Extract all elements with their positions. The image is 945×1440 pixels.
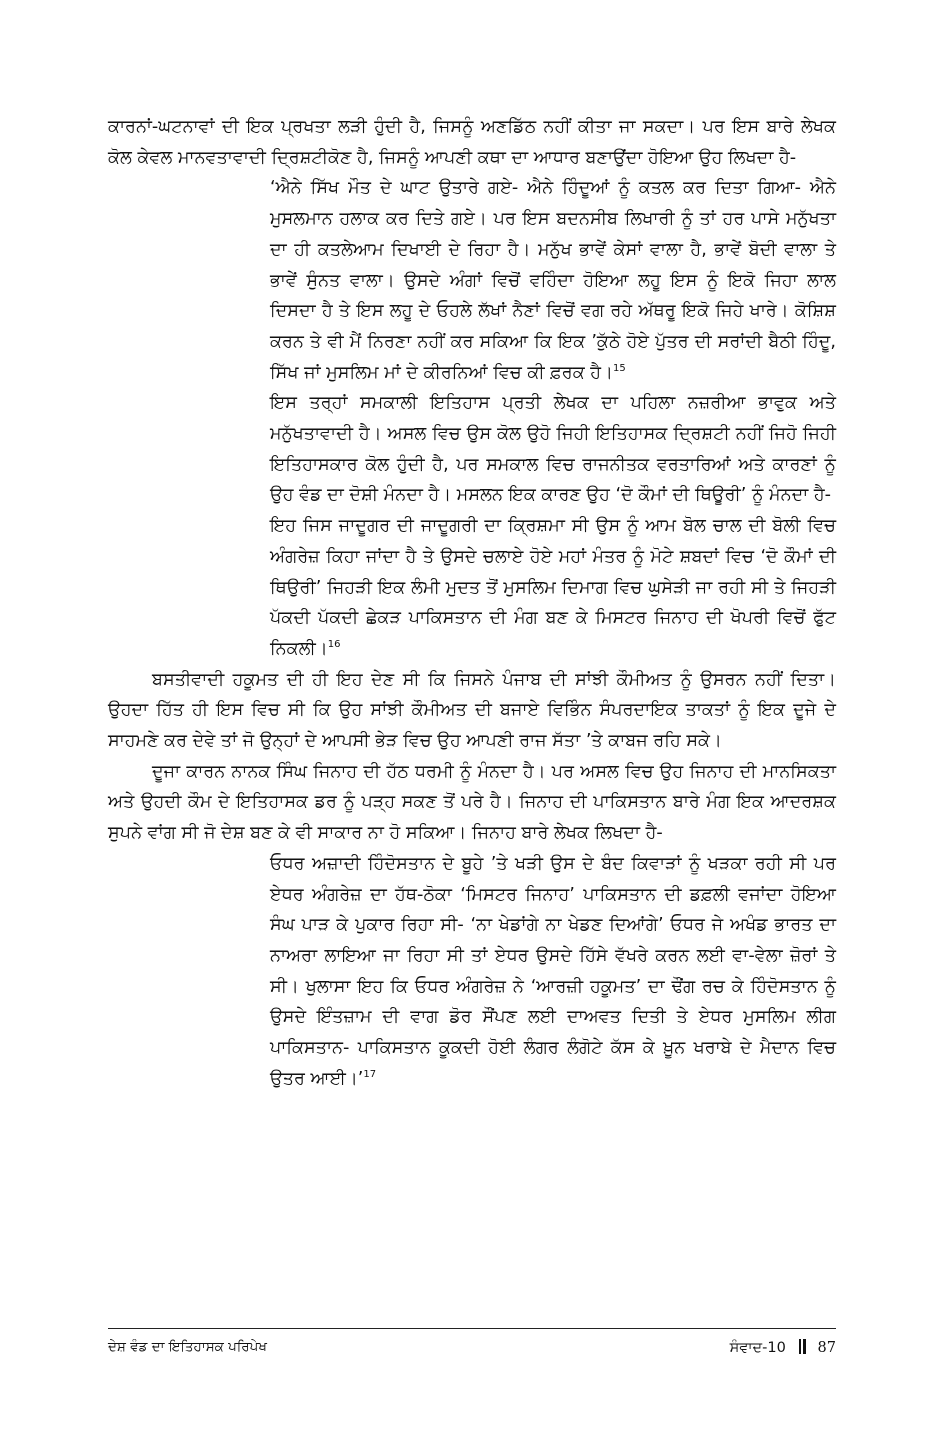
separator-bars-icon [798, 1340, 807, 1356]
quote-4-text: ਓਧਰ ਅਜ਼ਾਦੀ ਹਿੰਦੋਸਤਾਨ ਦੇ ਬੂਹੇ ’ਤੇ ਖੜੀ ਉਸ ਦੇ ਬੰਦ ਕਿਵਾੜਾਂ ਨੂੰ ਖੜਕਾ ਰਹੀ ਸੀ ਪਰ ਏਧਰ ਅੰਗਰੇਜ਼ ਦਾ ਹੱਥ-ਠੋਕਾ ‘ਮਿਸਟਰ ਜਿਨਾਹ’ ਪਾਕਿਸਤਾਨ ਦੀ ਡਫ਼ਲੀ ਵਜਾਂਦਾ ਹੋਇਆ ਸੰਘ ਪਾੜ ਕੇ ਪੁਕਾਰ ਰਿਹਾ ਸੀ- ‘ਨਾ ਖੇਡਾਂਗੇ ਨਾ ਖੇਡਣ ਦਿਆਂਗੇ’ ਓਧਰ ਜੇ ਅਖੰਡ ਭਾਰਤ ਦਾ ਨਾਅਰਾ ਲਾਇਆ ਜਾ ਰਿਹਾ ਸੀ ਤਾਂ ਏਧਰ ਉਸਦੇ ਹਿੱਸੇ ਵੱਖਰੇ ਕਰਨ ਲਈ ਵਾ-ਵੇਲਾ ਜ਼ੋਰਾਂ ਤੇ ਸੀ। ਖੁਲਾਸਾ ਇਹ ਕਿ ਓਧਰ ਅੰਗਰੇਜ਼ ਨੇ ‘ਆਰਜ਼ੀ ਹਕੂਮਤ’ ਦਾ ਢੌਂਗ ਰਚ ਕੇ ਹਿੰਦੋਸਤਾਨ ਨੂੰ ਉਸਦੇ ਇੰਤਜ਼ਾਮ ਦੀ ਵਾਗ ਡੋਰ ਸੌਂਪਣ ਲਈ ਦਾਅਵਤ ਦਿਤੀ ਤੇ ਏਧਰ ਮੁਸਲਿਮ ਲੀਗ ਪਾਕਿਸਤਾਨ- ਪਾਕਿਸਤਾਨ ਕੂਕਦੀ ਹੋਈ ਲੰਗਰ ਲੰਗੋਟੇ ਕੱਸ ਕੇ ਖ਼ੂਨ ਖਰਾਬੇ ਦੇ ਮੈਦਾਨ ਵਿਚ ਉਤਰ ਆਈ।’ [270, 853, 836, 1089]
page-footer [108, 1328, 836, 1356]
paragraph-intro: ਕਾਰਨਾਂ-ਘਟਨਾਵਾਂ ਦੀ ਇਕ ਪ੍ਰਖਤਾ ਲੜੀ ਹੁੰਦੀ ਹੈ, ਜਿਸਨੂੰ ਅਣਡਿੱਠ ਨਹੀਂ ਕੀਤਾ ਜਾ ਸਕਦਾ। ਪਰ ਇਸ ਬਾਰੇ ਲੇਖਕ ਕੋਲ ਕੇਵਲ ਮਾਨਵਤਾਵਾਦੀ ਦ੍ਰਿਸ਼ਟੀਕੋਣ ਹੈ, ਜਿਸਨੂੰ ਆਪਣੀ ਕਥਾ ਦਾ ਆਧਾਰ ਬਣਾਉਂਦਾ ਹੋਇਆ ਉਹ ਲਿਖਦਾ ਹੈ- [108, 117, 836, 168]
quote-3-text: ਇਹ ਜਿਸ ਜਾਦੂਗਰ ਦੀ ਜਾਦੂਗਰੀ ਦਾ ਕ੍ਰਿਸ਼ਮਾ ਸੀ ਉਸ ਨੂੰ ਆਮ ਬੋਲ ਚਾਲ ਦੀ ਬੋਲੀ ਵਿਚ ਅੰਗਰੇਜ਼ ਕਿਹਾ ਜਾਂਦਾ ਹੈ ਤੇ ਉਸਦੇ ਚਲਾਏ ਹੋਏ ਮਹਾਂ ਮੰਤਰ ਨੂੰ ਮੋਟੇ ਸ਼ਬਦਾਂ ਵਿਚ ‘ਦੋ ਕੌਮਾਂ ਦੀ ਥਿਉਰੀ’ ਜਿਹੜੀ ਇਕ ਲੰਮੀ ਮੁਦਤ ਤੋਂ ਮੁਸਲਿਮ ਦਿਮਾਗ ਵਿਚ ਘੁਸੇੜੀ ਜਾ ਰਹੀ ਸੀ ਤੇ ਜਿਹੜੀ ਪੱਕਦੀ ਪੱਕਦੀ ਛੇਕੜ ਪਾਕਿਸਤਾਨ ਦੀ ਮੰਗ ਬਣ ਕੇ ਮਿਸਟਰ ਜਿਨਾਹ ਦੀ ਖੋਪਰੀ ਵਿਚੋਂ ਫੁੱਟ ਨਿਕਲੀ। [270, 516, 836, 659]
quote-1-text: ‘ਐਨੇ ਸਿੱਖ ਮੌਤ ਦੇ ਘਾਟ ਉਤਾਰੇ ਗਏ- ਐਨੇ ਹਿੰਦੂਆਂ ਨੂੰ ਕਤਲ ਕਰ ਦਿਤਾ ਗਿਆ- ਐਨੇ ਮੁਸਲਮਾਨ ਹਲਾਕ ਕਰ ਦਿਤੇ ਗਏ। ਪਰ ਇਸ ਬਦਨਸੀਬ ਲਿਖਾਰੀ ਨੂੰ ਤਾਂ ਹਰ ਪਾਸੇ ਮਨੁੱਖਤਾ ਦਾ ਹੀ ਕਤਲੇਆਮ ਦਿਖਾਈ ਦੇ ਰਿਹਾ ਹੈ। ਮਨੁੱਖ ਭਾਵੇਂ ਕੇਸਾਂ ਵਾਲਾ ਹੈ, ਭਾਵੇਂ ਬੋਦੀ ਵਾਲਾ ਤੇ ਭਾਵੇਂ ਸੁੰਨਤ ਵਾਲਾ। ਉਸਦੇ ਅੰਗਾਂ ਵਿਚੋਂ ਵਹਿੰਦਾ ਹੋਇਆ ਲਹੂ ਇਸ ਨੂੰ ਇਕੋ ਜਿਹਾ ਲਾਲ ਦਿਸਦਾ ਹੈ ਤੇ ਇਸ ਲਹੂ ਦੇ ਓਹਲੇ ਲੱਖਾਂ ਨੈਣਾਂ ਵਿਚੋਂ ਵਗ ਰਹੇ ਅੱਥਰੂ ਇਕੋ ਜਿਹੇ ਖਾਰੇ। ਕੋਸ਼ਿਸ਼ ਕਰਨ ਤੇ ਵੀ ਮੈਂ ਨਿਰਣਾ ਨਹੀਂ ਕਰ ਸਕਿਆ ਕਿ ਇਕ ’ਕੁੱਠੇ ਹੋਏ ਪੁੱਤਰ ਦੀ ਸਰਾਂਦੀ ਬੈਠੀ ਹਿੰਦੂ, ਸਿੱਖ ਜਾਂ ਮੁਸਲਿਮ ਮਾਂ ਦੇ ਕੀਰਨਿਆਂ ਵਿਚ ਕੀ ਫ਼ਰਕ ਹੈ। [270, 178, 836, 383]
footer-running-title: ਦੇਸ਼ ਵੰਡ ਦਾ ਇਤਿਹਾਸਕ ਪਰਿਪੇਖ [108, 1339, 267, 1355]
paragraph-5: ਦੂਜਾ ਕਾਰਨ ਨਾਨਕ ਸਿੰਘ ਜਿਨਾਹ ਦੀ ਹੱਠ ਧਰਮੀ ਨੂੰ ਮੰਨਦਾ ਹੈ। ਪਰ ਅਸਲ ਵਿਚ ਉਹ ਜਿਨਾਹ ਦੀ ਮਾਨਸਿਕਤਾ ਅਤੇ ਉਹਦੀ ਕੌਮ ਦੇ ਇਤਿਹਾਸਕ ਡਰ ਨੂੰ ਪੜ੍ਹ ਸਕਣ ਤੋਂ ਪਰੇ ਹੈ। ਜਿਨਾਹ ਦੀ ਪਾਕਿਸਤਾਨ ਬਾਰੇ ਮੰਗ ਇਕ ਆਦਰਸ਼ਕ ਸੁਪਨੇ ਵਾਂਗ ਸੀ ਜੋ ਦੇਸ਼ ਬਣ ਕੇ ਵੀ ਸਾਕਾਰ ਨਾ ਹੋ ਸਕਿਆ। ਜਿਨਾਹ ਬਾਰੇ ਲੇਖਕ ਲਿਖਦਾ ਹੈ- [108, 761, 836, 844]
footnote-marker-15: 15 [612, 362, 626, 374]
footnote-marker-16: 16 [327, 639, 341, 651]
footer-journal-page [730, 1339, 836, 1356]
block-quote-1 [270, 173, 836, 388]
page-number: 87 [817, 1340, 836, 1356]
block-quote-3 [270, 511, 836, 665]
footnote-marker-17: 17 [363, 1068, 377, 1080]
page-body [108, 112, 836, 1095]
block-quote-4 [270, 849, 836, 1095]
paragraph-4: ਬਸਤੀਵਾਦੀ ਹਕੂਮਤ ਦੀ ਹੀ ਇਹ ਦੇਣ ਸੀ ਕਿ ਜਿਸਨੇ ਪੰਜਾਬ ਦੀ ਸਾਂਝੀ ਕੌਮੀਅਤ ਨੂੰ ਉਸਰਨ ਨਹੀਂ ਦਿਤਾ। ਉਹਦਾ ਹਿੱਤ ਹੀ ਇਸ ਵਿਚ ਸੀ ਕਿ ਉਹ ਸਾਂਝੀ ਕੌਮੀਅਤ ਦੀ ਬਜਾਏ ਵਿਭਿੰਨ ਸੰਪਰਦਾਇਕ ਤਾਕਤਾਂ ਨੂੰ ਇਕ ਦੂਜੇ ਦੇ ਸਾਹਮਣੇ ਕਰ ਦੇਵੇ ਤਾਂ ਜੋ ਉਨ੍ਹਾਂ ਦੇ ਆਪਸੀ ਭੇੜ ਵਿਚ ਉਹ ਆਪਣੀ ਰਾਜ ਸੱਤਾ ’ਤੇ ਕਾਬਜ ਰਹਿ ਸਕੇ। [108, 669, 836, 752]
block-paragraph-2: ਇਸ ਤਰ੍ਹਾਂ ਸਮਕਾਲੀ ਇਤਿਹਾਸ ਪ੍ਰਤੀ ਲੇਖਕ ਦਾ ਪਹਿਲਾ ਨਜ਼ਰੀਆ ਭਾਵੁਕ ਅਤੇ ਮਨੁੱਖਤਾਵਾਦੀ ਹੈ। ਅਸਲ ਵਿਚ ਉਸ ਕੋਲ ਉਹੋ ਜਿਹੀ ਇਤਿਹਾਸਕ ਦ੍ਰਿਸ਼ਟੀ ਨਹੀਂ ਜਿਹੋ ਜਿਹੀ ਇਤਿਹਾਸਕਾਰ ਕੋਲ ਹੁੰਦੀ ਹੈ, ਪਰ ਸਮਕਾਲ ਵਿਚ ਰਾਜਨੀਤਕ ਵਰਤਾਰਿਆਂ ਅਤੇ ਕਾਰਣਾਂ ਨੂੰ ਉਹ ਵੰਡ ਦਾ ਦੋਸ਼ੀ ਮੰਨਦਾ ਹੈ। ਮਸਲਨ ਇਕ ਕਾਰਣ ਉਹ ‘ਦੋ ਕੌਮਾਂ ਦੀ ਥਿਊਰੀ’ ਨੂੰ ਮੰਨਦਾ ਹੈ- [270, 393, 836, 506]
footer-journal-name: ਸੰਵਾਦ-10 [729, 1340, 786, 1356]
